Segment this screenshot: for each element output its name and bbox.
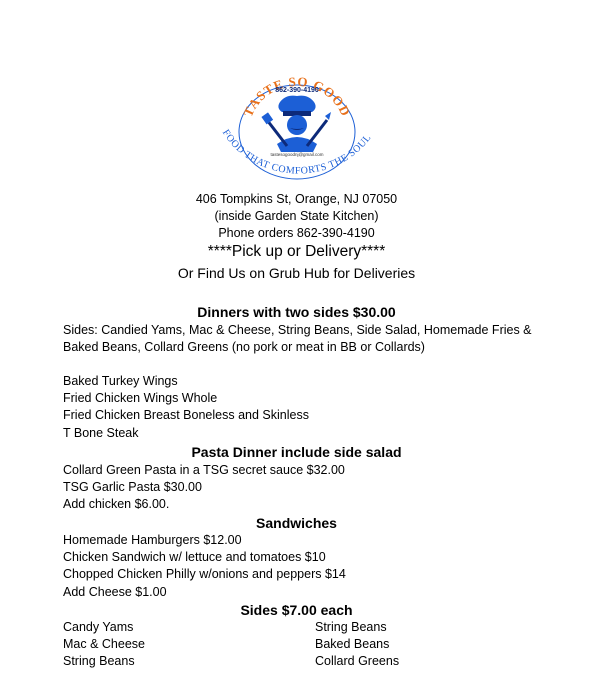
list-item: Mac & Cheese (63, 637, 145, 652)
list-item: Collard Greens (315, 654, 400, 669)
logo-phone: 862-390-4190 (275, 87, 319, 94)
sandwiches-heading: Sandwiches (256, 515, 337, 531)
address-line-1: 406 Tompkins St, Orange, NJ 07050 (195, 192, 398, 206)
phone-orders: Phone orders 862-390-4190 (218, 226, 375, 240)
list-item: TSG Garlic Pasta $30.00 (63, 480, 202, 495)
list-item: Baked Beans (315, 637, 390, 652)
list-item: String Beans (315, 620, 387, 634)
pasta-heading: Pasta Dinner include side salad (191, 444, 402, 460)
chef-icon (261, 96, 331, 152)
logo-arc-top: TASTE SO GOOD (240, 73, 354, 119)
dinners-heading: Dinners with two sides $30.00 (197, 304, 396, 320)
list-item: Add chicken $6.00. (63, 497, 170, 512)
list-item: T Bone Steak (63, 425, 139, 440)
list-item: Candy Yams (63, 620, 134, 634)
sides-line-2: Baked Beans, Collard Greens (no pork or meat in BB or Collards) (63, 340, 425, 355)
sandwiches-list (63, 532, 346, 601)
list-item: Homemade Hamburgers $12.00 (63, 533, 242, 547)
list-item: String Beans (63, 654, 135, 669)
list-item: Add Cheese $1.00 (63, 584, 167, 599)
pickup-delivery: ****Pick up or Delivery**** (207, 243, 386, 260)
pasta-list (63, 462, 345, 514)
sides-heading: Sides $7.00 each (240, 602, 353, 618)
logo-email: tastesogoodnj@gmail.com (270, 152, 324, 157)
address-line-2: (inside Garden State Kitchen) (214, 209, 379, 223)
dinners-list (63, 373, 309, 442)
list-item: Baked Turkey Wings (63, 374, 178, 388)
sides-column-1 (63, 619, 145, 671)
list-item: Fried Chicken Wings Whole (63, 391, 218, 406)
dinners-sides-text (63, 322, 532, 356)
list-item: Chopped Chicken Philly w/onions and peppers $14 (63, 567, 346, 582)
list-item: Collard Green Pasta in a TSG secret sauce $32.00 (63, 463, 345, 477)
list-item: Fried Chicken Breast Boneless and Skinless (63, 408, 309, 423)
sides-line-1: Sides: Candied Yams, Mac & Cheese, String Beans, Side Salad, Homemade Fries & (63, 323, 532, 337)
sides-column-2 (315, 619, 399, 671)
list-item: Chicken Sandwich w/ lettuce and tomatoes $10 (63, 550, 326, 565)
taste-so-good-logo (207, 70, 385, 180)
logo-arc-bottom: FOOD THAT COMFORTS THE SOUL (219, 127, 374, 177)
grubhub-note: Or Find Us on Grub Hub for Deliveries (177, 265, 416, 281)
